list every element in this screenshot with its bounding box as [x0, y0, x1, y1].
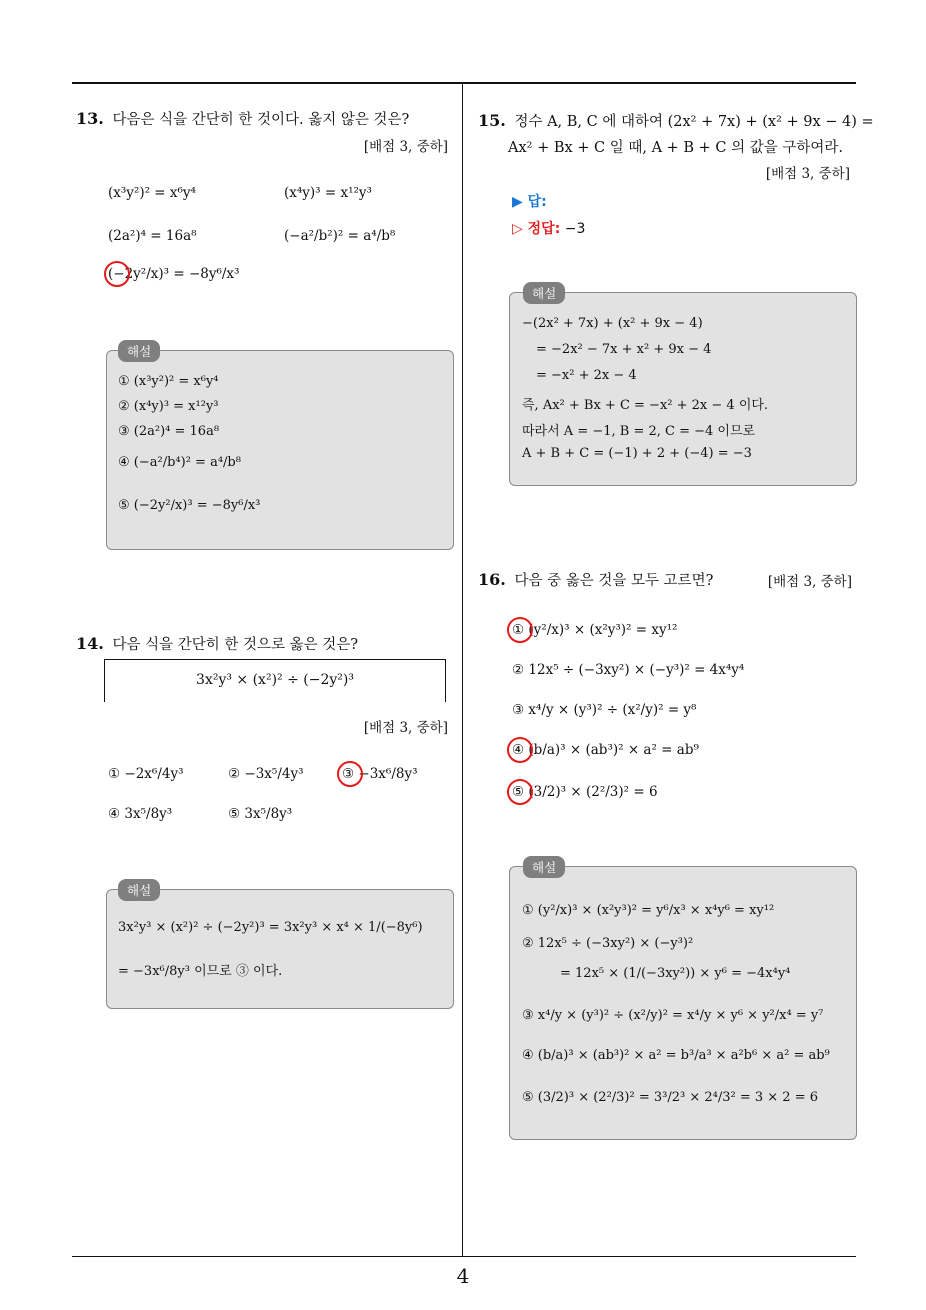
q16-option-4[interactable]	[512, 742, 699, 758]
q16-option-4-expr: (b/a)³ × (ab³)² × a² = ab⁹	[528, 742, 699, 758]
q15-sol-line-1: −(2x² + 7x) + (x² + 9x − 4)	[522, 316, 703, 331]
q16-option-1-expr: (y²/x)³ × (x²y³)² = xy¹²	[528, 622, 678, 638]
q16-sol-line-5: ④ (b/a)³ × (ab³)² × a² = b³/a³ × a²b⁶ × a² = ab⁹	[522, 1048, 830, 1063]
q13-solution-label: 해설	[118, 340, 160, 362]
q13-question	[76, 108, 409, 129]
q16-option-2-expr: 12x⁵ ÷ (−3xy²) × (−y³)² = 4x⁴y⁴	[528, 662, 745, 678]
q14-sol-line-2: = −3x⁶/8y³ 이므로 ③ 이다.	[118, 964, 283, 979]
q14-option-3-num: ③	[342, 766, 355, 782]
q16-question	[478, 569, 713, 590]
q13-sol-line-1: ① (x³y²)² = x⁶y⁴	[118, 374, 219, 389]
q15-correct-label: ▷ 정답:	[512, 221, 561, 237]
q16-meta: [배점 3, 중하]	[767, 574, 852, 590]
q16-option-5-num: ⑤	[512, 784, 525, 800]
q14-option-3-expr: −3x⁶/8y³	[358, 766, 418, 782]
q16-option-5[interactable]	[512, 784, 658, 800]
q15-sol-line-5: 따라서 A = −1, B = 2, C = −4 이므로	[522, 424, 756, 439]
q14-option-2-num: ②	[228, 766, 241, 782]
q14-option-2[interactable]	[228, 766, 304, 782]
top-rule	[72, 82, 856, 84]
q15-sol-line-2: = −2x² − 7x + x² + 9x − 4	[536, 342, 712, 357]
q16-sol-line-1: ① (y²/x)³ × (x²y³)² = y⁶/x³ × x⁴y⁶ = xy¹²	[522, 903, 775, 918]
q13-option-5[interactable]: (−2y²/x)³ = −8y⁶/x³	[108, 266, 240, 282]
q14-text: 다음 식을 간단히 한 것으로 옳은 것은?	[112, 637, 358, 653]
q13-option-4[interactable]: (−a²/b²)² = a⁴/b⁸	[284, 228, 396, 244]
q14-option-4[interactable]	[108, 806, 172, 822]
q13-text: 다음은 식을 간단히 한 것이다. 옳지 않은 것은?	[112, 112, 410, 128]
q16-option-1-num: ①	[512, 622, 525, 638]
q13-option-2[interactable]: (x⁴y)³ = x¹²y³	[284, 185, 372, 201]
q16-option-3-expr: x⁴/y × (y³)² ÷ (x²/y)² = y⁸	[528, 702, 697, 718]
q13-answer-mark	[104, 261, 130, 287]
q14-option-4-expr: 3x⁵/8y³	[124, 806, 173, 822]
q16-answer-mark-1	[507, 617, 533, 643]
q14-meta: [배점 3, 중하]	[363, 720, 448, 736]
q13-option-1[interactable]: (x³y²)² = x⁶y⁴	[108, 185, 196, 201]
q14-option-4-num: ④	[108, 806, 121, 822]
q16-text: 다음 중 옳은 것을 모두 고르면?	[514, 573, 714, 589]
q16-option-4-num: ④	[512, 742, 525, 758]
q15-meta: [배점 3, 중하]	[765, 166, 850, 182]
q14-sol-line-1: 3x²y³ × (x²)² ÷ (−2y²)³ = 3x²y³ × x⁴ × 1/(−8y⁶)	[118, 920, 423, 935]
q14-option-5-expr: 3x⁵/8y³	[244, 806, 293, 822]
q15-solution-label: 해설	[523, 282, 565, 304]
q15-number: 15.	[478, 111, 506, 130]
q16-solution-label: 해설	[523, 856, 565, 878]
q16-number: 16.	[478, 570, 506, 589]
q14-question	[76, 633, 358, 654]
q13-sol-line-3: ③ (2a²)⁴ = 16a⁸	[118, 424, 220, 439]
bottom-rule	[72, 1256, 856, 1257]
q15-correct-value: −3	[564, 221, 586, 237]
q16-answer-mark-4	[507, 737, 533, 763]
q14-number: 14.	[76, 634, 104, 653]
q16-option-5-expr: (3/2)³ × (2²/3)² = 6	[528, 784, 658, 800]
q13-sol-line-2: ② (x⁴y)³ = x¹²y³	[118, 399, 219, 414]
q14-solution-label: 해설	[118, 879, 160, 901]
q15-question-line-1	[478, 110, 874, 131]
q16-option-2[interactable]	[512, 662, 744, 678]
q16-sol-line-4: ③ x⁴/y × (y³)² ÷ (x²/y)² = x⁴/y × y⁶ × y²/x⁴ = y⁷	[522, 1008, 824, 1023]
q13-meta: [배점 3, 중하]	[363, 139, 448, 155]
q14-solution-box	[106, 889, 454, 1009]
q13-number: 13.	[76, 109, 104, 128]
q13-option-3[interactable]: (2a²)⁴ = 16a⁸	[108, 228, 197, 244]
q15-sol-line-4: 즉, Ax² + Bx + C = −x² + 2x − 4 이다.	[522, 398, 769, 413]
column-divider	[462, 84, 463, 1256]
q14-option-1-num: ①	[108, 766, 121, 782]
q16-option-2-num: ②	[512, 662, 525, 678]
q15-sol-line-3: = −x² + 2x − 4	[536, 368, 637, 383]
q13-sol-line-5: ⑤ (−2y²/x)³ = −8y⁶/x³	[118, 498, 261, 513]
q16-sol-line-3: = 12x⁵ × (1/(−3xy²)) × y⁶ = −4x⁴y⁴	[560, 966, 791, 981]
q13-sol-line-4: ④ (−a²/b⁴)² = a⁴/b⁸	[118, 455, 241, 470]
q14-option-5-num: ⑤	[228, 806, 241, 822]
q15-sol-line-6: A + B + C = (−1) + 2 + (−4) = −3	[522, 446, 752, 461]
q14-option-1-expr: −2x⁶/4y³	[124, 766, 184, 782]
q15-text-line-2: Ax² + Bx + C 일 때, A + B + C 의 값을 구하여라.	[508, 140, 844, 156]
q16-sol-line-6: ⑤ (3/2)³ × (2²/3)² = 3³/2³ × 2⁴/3² = 3 × 2 = 6	[522, 1090, 818, 1105]
q16-option-3[interactable]	[512, 702, 696, 718]
q14-option-1[interactable]	[108, 766, 184, 782]
q16-answer-mark-5	[507, 779, 533, 805]
page-number: 4	[456, 1264, 470, 1288]
q14-option-2-expr: −3x⁵/4y³	[244, 766, 304, 782]
q15-answer-label: ▶ 답:	[512, 194, 547, 210]
q14-answer-mark	[337, 761, 363, 787]
q16-option-1[interactable]	[512, 622, 677, 638]
q14-option-5[interactable]	[228, 806, 292, 822]
q16-sol-line-2: ② 12x⁵ ÷ (−3xy²) × (−y³)²	[522, 936, 694, 951]
q15-text-line-1: 정수 A, B, C 에 대하여 (2x² + 7x) + (x² + 9x − 4) =	[514, 114, 874, 130]
q14-expression: 3x²y³ × (x²)² ÷ (−2y²)³	[196, 672, 354, 688]
q16-option-3-num: ③	[512, 702, 525, 718]
q15-answer-input[interactable]	[576, 191, 756, 209]
